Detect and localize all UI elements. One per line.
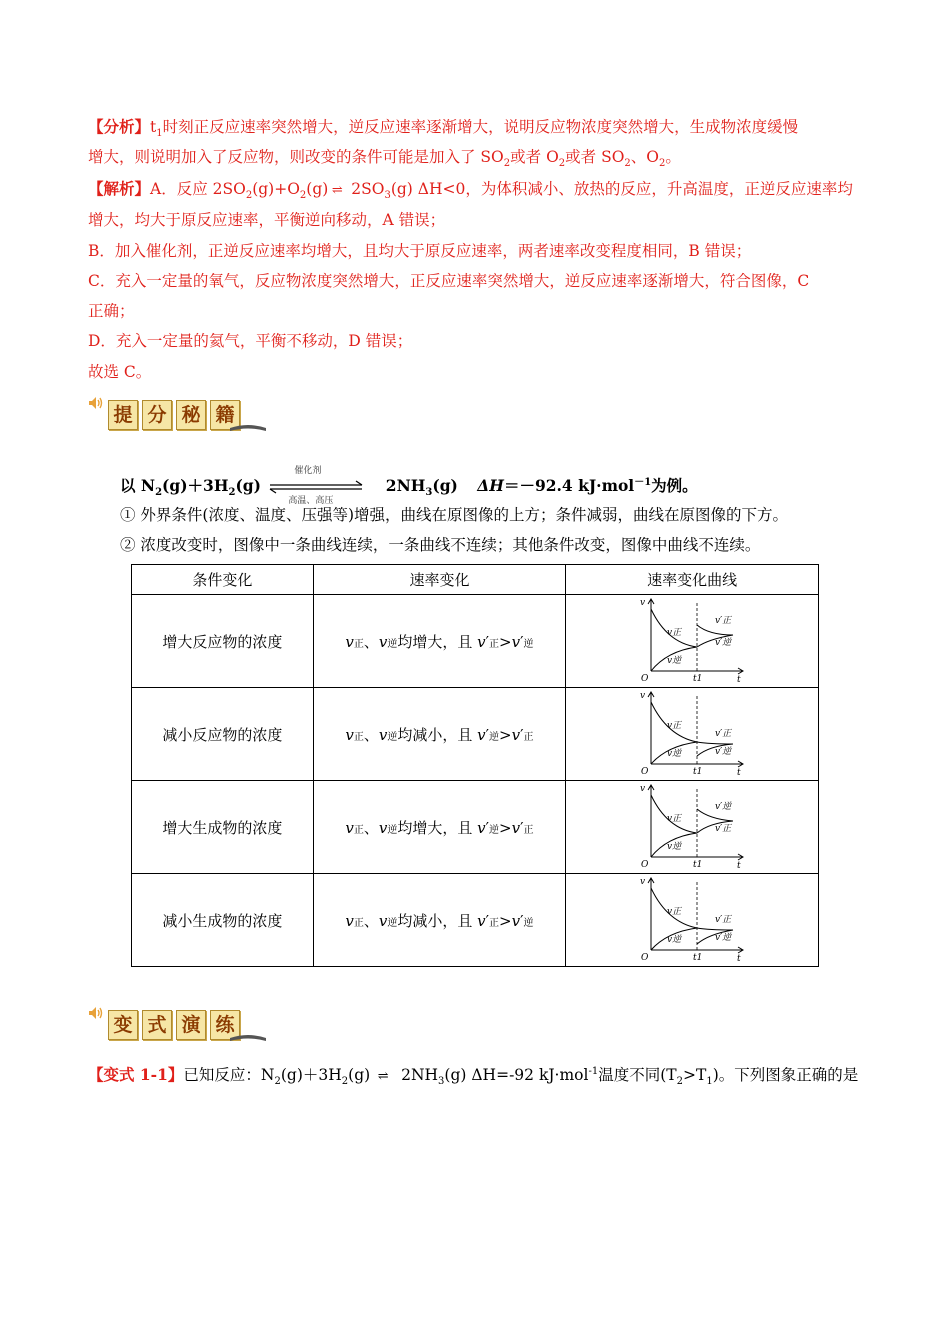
- book-icon: [228, 1032, 268, 1042]
- tips-banner: [88, 392, 258, 436]
- tips-banner-char: 籍: [210, 400, 240, 430]
- reverse-rate-label: v逆: [667, 842, 682, 852]
- solution-line-a1: 【解析】A．反应 $2SO_2(g)+O_2(g)$ ⇌ $2SO_3(g)$ ΔH<0，为体积减小、放热的反应，升高温度，正逆反应速率均: [88, 179, 853, 202]
- prime-rate-label-bottom: v′逆: [715, 638, 732, 648]
- solution-line-b: B．加入催化剂，正逆反应速率均增大，且均大于原反应速率，两者速率改变程度相同，B 错误；: [88, 242, 752, 260]
- solution-line-d: D．充入一定量的氦气，平衡不移动，D 错误；: [88, 332, 413, 350]
- table-header: 速率变化: [313, 565, 566, 595]
- t-axis-label: t: [737, 675, 741, 683]
- rate-change-table: [131, 564, 819, 967]
- prime-rate-label-bottom: v′逆: [715, 933, 732, 943]
- solution-tag: 【解析】: [88, 179, 151, 198]
- table-row: [132, 781, 819, 874]
- equilibrium-arrow-icon: ⇌: [331, 183, 343, 198]
- table-header: 条件变化: [132, 565, 314, 595]
- reverse-rate-label: v逆: [667, 749, 682, 759]
- origin-label: O: [641, 674, 649, 683]
- table-header: 速率变化曲线: [566, 565, 819, 595]
- graph-cell: [566, 781, 819, 874]
- forward-rate-label: v正: [667, 907, 682, 917]
- solution-line-final: 故选 C。: [88, 363, 152, 381]
- solution-line-c2: 正确；: [88, 302, 135, 320]
- t1-label: t1: [693, 860, 703, 869]
- table-row: [132, 688, 819, 781]
- t1-label: t1: [693, 953, 703, 962]
- t1-label: t1: [693, 767, 703, 776]
- v-axis-label: v: [640, 784, 646, 794]
- v-axis-label: v: [640, 598, 646, 608]
- forward-rate-prime-curve: [697, 928, 733, 930]
- table-row: [132, 874, 819, 967]
- origin-label: O: [641, 860, 649, 869]
- analysis-line-1: 【分析】$t_1$时刻正反应速率突然增大，逆反应速率逐渐增大，说明反应物浓度突然增大，生成物浓度缓慢: [88, 117, 799, 140]
- v-axis-label: v: [640, 691, 646, 701]
- forward-rate-label: v正: [667, 628, 682, 638]
- condition-cell: 减小生成物的浓度: [132, 874, 314, 967]
- tips-equation: 以 $N_2(g)+3H_2(g)$ 催化剂 高温、高压 $2NH_3(g)$ ΔH＝－92.4 kJ·mol$^{-1}$为例。: [120, 466, 698, 506]
- practice-banner-char: 变: [108, 1010, 138, 1040]
- analysis-tag: 【分析】: [88, 117, 151, 136]
- prime-rate-label-bottom: v′逆: [715, 747, 732, 757]
- graph-cell: [566, 688, 819, 781]
- rate-cell: v正、v逆均减小，且 v′正>v′逆: [313, 874, 566, 967]
- tips-banner-char: 秘: [176, 400, 206, 430]
- practice-banner-char: 练: [210, 1010, 240, 1040]
- rate-graph-increase-reactant: [637, 595, 747, 683]
- prime-rate-label-top: v′逆: [715, 802, 732, 812]
- t-axis-label: t: [737, 954, 741, 962]
- solution-line-c1: C．充入一定量的氧气，反应物浓度突然增大，正反应速率突然增大，逆反应速率逐渐增大，符合图像，C: [88, 272, 810, 290]
- speaker-icon: [88, 1006, 104, 1020]
- condition-cell: 增大生成物的浓度: [132, 781, 314, 874]
- analysis-line-2: 增大，则说明加入了反应物，则改变的条件可能是加入了 $SO_2$或者 $O_2$或者 $SO_2$、$O_2$。: [88, 148, 681, 170]
- rate-graph-decrease-reactant: [637, 688, 747, 776]
- prime-rate-label-top: v′正: [715, 915, 732, 925]
- tips-banner-char: 分: [142, 400, 172, 430]
- tips-banner-char: 提: [108, 400, 138, 430]
- forward-rate-label: v正: [667, 721, 682, 731]
- rate-graph-increase-product: [637, 781, 747, 869]
- equilibrium-arrow-icon: ⇌: [377, 1069, 389, 1084]
- t-axis-label: t: [737, 861, 741, 869]
- table-header-row: [132, 565, 819, 595]
- condition-cell: 增大反应物的浓度: [132, 595, 314, 688]
- book-icon: [228, 422, 268, 432]
- practice-banner: [88, 1002, 258, 1046]
- prime-rate-label-top: v′正: [715, 616, 732, 626]
- reaction-condition-arrow: 催化剂 高温、高压: [266, 477, 366, 497]
- rate-cell: v正、v逆均减小，且 v′逆>v′正: [313, 688, 566, 781]
- practice-banner-char: 式: [142, 1010, 172, 1040]
- condition-cell: 减小反应物的浓度: [132, 688, 314, 781]
- reverse-rate-label: v逆: [667, 935, 682, 945]
- rate-graph-decrease-product: [637, 874, 747, 962]
- forward-rate-prime-curve: [697, 625, 733, 635]
- forward-rate-label: v正: [667, 814, 682, 824]
- rate-cell: v正、v逆均增大，且 v′正>v′逆: [313, 595, 566, 688]
- graph-cell: [566, 595, 819, 688]
- solution-line-a2: 增大，均大于原反应速率，平衡逆向移动，A 错误；: [88, 211, 446, 229]
- prime-rate-label-top: v′正: [715, 729, 732, 739]
- t-axis-label: t: [737, 768, 741, 776]
- rate-cell: v正、v逆均增大，且 v′逆>v′正: [313, 781, 566, 874]
- reverse-rate-label: v逆: [667, 656, 682, 666]
- practice-tag: 【变式 1-1】: [88, 1065, 184, 1084]
- graph-cell: [566, 874, 819, 967]
- practice-question: 【变式 1-1】已知反应：$N_2(g)+3H_2(g)$ ⇌ $2NH_3(g)$ ΔH=-92 kJ·mol$^{-1}$温度不同$(T_2>T_1)$。下列图象正确的是: [88, 1065, 859, 1088]
- prime-rate-label-bottom: v′正: [715, 824, 732, 834]
- practice-banner-char: 演: [176, 1010, 206, 1040]
- t1-label: t1: [693, 674, 703, 683]
- tips-point-2: ② 浓度改变时，图像中一条曲线连续，一条曲线不连续；其他条件改变，图像中曲线不连续。: [120, 536, 761, 554]
- origin-label: O: [641, 767, 649, 776]
- v-axis-label: v: [640, 877, 646, 887]
- speaker-icon: [88, 396, 104, 410]
- origin-label: O: [641, 953, 649, 962]
- reverse-rate-prime-curve: [697, 742, 733, 744]
- table-row: [132, 595, 819, 688]
- tips-point-1: ① 外界条件(浓度、温度、压强等)增强，曲线在原图像的上方；条件减弱，曲线在原图像的下方。: [120, 506, 789, 524]
